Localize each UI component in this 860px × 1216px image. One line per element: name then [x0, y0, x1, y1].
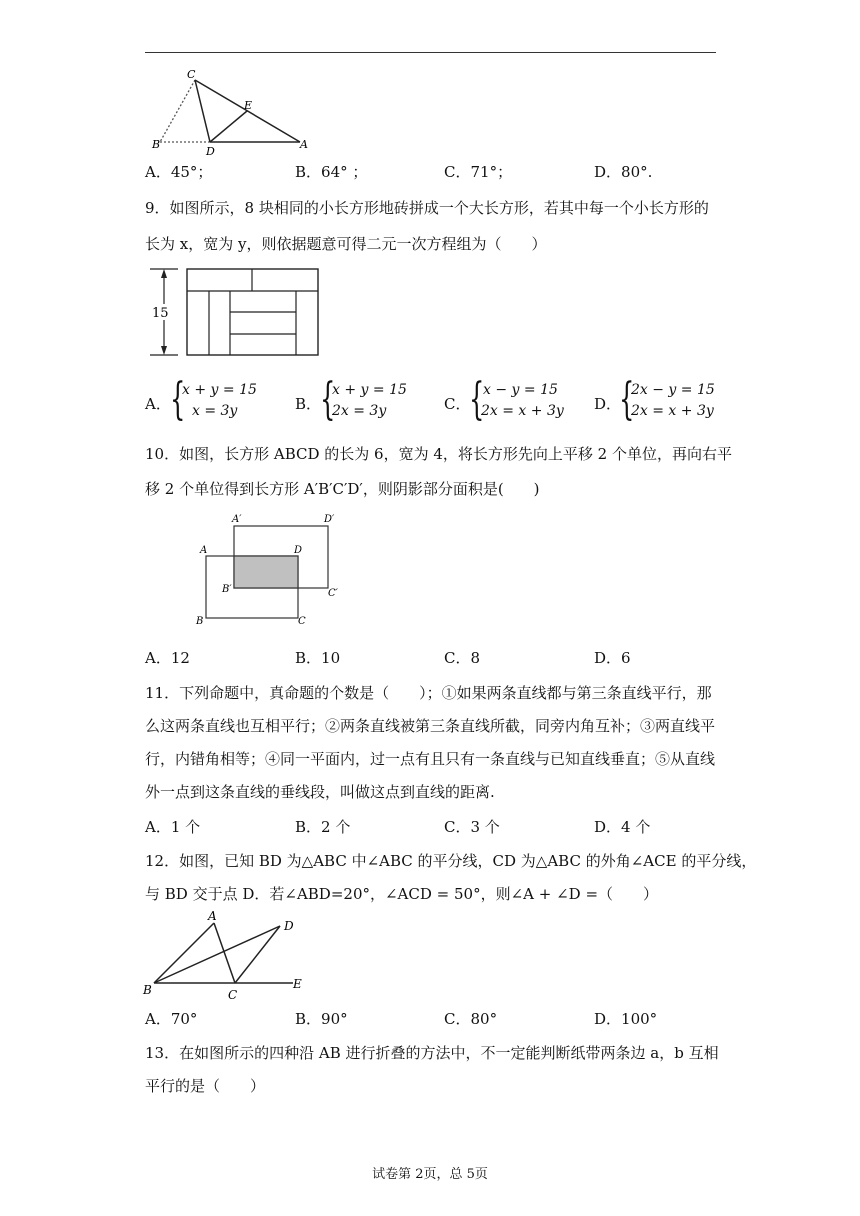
brace-icon: {	[469, 374, 485, 425]
q11-text-line3: 行，内错角相等；④同一平面内，过一点有且只有一条直线与已知直线垂直；⑤从直线	[145, 750, 716, 768]
q10-option-c: C．8	[444, 649, 481, 667]
q11-text-line2: 么这两条直线也互相平行；②两条直线被第三条直线所截，同旁内角互补；③两直线平	[145, 717, 716, 735]
q11-option-a: A．1 个	[145, 818, 201, 836]
q8-option-b: B．64° ；	[295, 163, 368, 181]
q12-option-b: B．90°	[295, 1010, 348, 1028]
q11-option-b: B．2 个	[295, 818, 351, 836]
q9-text-line2: 长为 x，宽为 y，则依据题意可得二元一次方程组为（ ）	[145, 235, 547, 253]
q9-option-c-eq1: x − y = 15	[483, 382, 558, 398]
q10-label-b: B	[196, 616, 204, 627]
q8-label-b: B	[152, 138, 161, 151]
q9-option-d-eq1: 2x − y = 15	[631, 382, 715, 398]
q8-option-c: C．71°；	[444, 163, 513, 181]
q13-text-line2: 平行的是（ ）	[145, 1077, 266, 1095]
q9-option-d-label: D．	[594, 395, 622, 413]
q12-text-line2: 与 BD 交于点 D．若∠ABD=20°，∠ACD = 50°，则∠A + ∠D =（ ）	[145, 885, 659, 903]
q12-label-a: A	[208, 909, 217, 923]
q11-text-line4: 外一点到这条直线的垂线段，叫做这点到直线的距离.	[145, 783, 495, 801]
brace-icon: {	[320, 374, 336, 425]
q8-label-c: C	[187, 68, 196, 81]
q9-option-b-eq1: x + y = 15	[332, 382, 407, 398]
q8-option-d: D．80°.	[594, 163, 653, 181]
q10-label-c: C	[298, 616, 306, 627]
q9-option-d-eq2: 2x = x + 3y	[631, 403, 714, 419]
q12-label-c: C	[228, 988, 238, 1002]
q8-option-a: A．45°；	[145, 163, 213, 181]
q10-label-d: D	[294, 545, 303, 556]
q9-option-b-eq2: 2x = 3y	[332, 403, 387, 419]
brace-icon: {	[619, 374, 635, 425]
q10-label-a: A	[200, 545, 208, 556]
q10-option-b: B．10	[295, 649, 341, 667]
q9-text-line1: 9．如图所示，8 块相同的小长方形地砖拼成一个大长方形，若其中每一个小长方形的	[145, 199, 709, 217]
q9-option-a-label: A．	[145, 395, 171, 413]
q10-label-a1: A′	[232, 514, 242, 525]
q8-label-d: D	[206, 145, 215, 158]
brace-icon: {	[170, 374, 186, 425]
q8-label-a: A	[300, 138, 308, 151]
page-footer: 试卷第 2页，总 5页	[372, 1167, 488, 1182]
q9-option-c-label: C．	[444, 395, 471, 413]
q9-option-b-label: B．	[295, 395, 322, 413]
q9-option-a-eq1: x + y = 15	[182, 382, 257, 398]
q12-option-d: D．100°	[594, 1010, 658, 1028]
q9-option-c-eq2: 2x = x + 3y	[481, 403, 564, 419]
q10-text-line2: 移 2 个单位得到长方形 A′B′C′D′，则阴影部分面积是( )	[145, 480, 540, 498]
q10-label-b1: B′	[222, 584, 232, 595]
q8-label-e: E	[244, 99, 253, 112]
q10-label-d1: D′	[324, 514, 335, 525]
q10-option-d: D．6	[594, 649, 631, 667]
header-rule	[145, 52, 716, 53]
q12-label-b: B	[143, 983, 152, 997]
q11-option-d: D．4 个	[594, 818, 651, 836]
q10-text-line1: 10．如图，长方形 ABCD 的长为 6，宽为 4，将长方形先向上平移 2 个单位，再向右平	[145, 445, 732, 463]
q9-tiles-figure	[150, 266, 325, 362]
q9-option-a-eq2: x = 3y	[192, 403, 238, 419]
q12-triangle-figure	[143, 908, 313, 1003]
q10-shaded-region	[234, 556, 298, 588]
q12-text-line1: 12．如图，已知 BD 为△ABC 中∠ABC 的平分线，CD 为△ABC 的外角∠ACE 的平分线，	[145, 852, 757, 870]
q10-rectangles-figure	[190, 510, 360, 630]
q12-label-d: D	[284, 919, 294, 933]
q11-text-line1: 11．下列命题中，真命题的个数是（ ）；①如果两条直线都与第三条直线平行，那	[145, 684, 712, 702]
q10-option-a: A．12	[145, 649, 190, 667]
q12-option-c: C．80°	[444, 1010, 498, 1028]
q12-label-e: E	[293, 977, 302, 991]
q9-dimension-label: 15	[152, 306, 169, 321]
q11-option-c: C．3 个	[444, 818, 500, 836]
q12-option-a: A．70°	[145, 1010, 198, 1028]
q8-triangle-figure	[150, 66, 320, 158]
q13-text-line1: 13．在如图所示的四种沿 AB 进行折叠的方法中，不一定能判断纸带两条边 a，b 互相	[145, 1044, 719, 1062]
q10-label-c1: C′	[328, 588, 338, 599]
